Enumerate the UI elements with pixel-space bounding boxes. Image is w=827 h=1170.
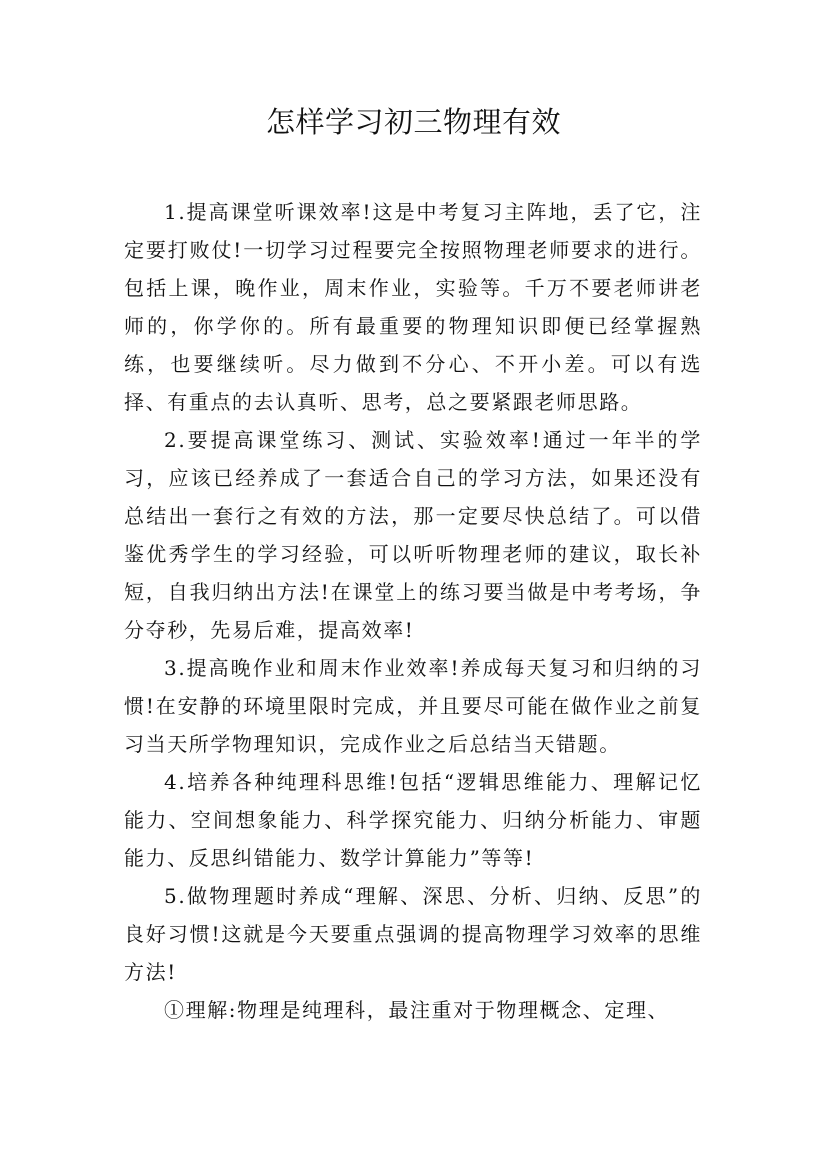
paragraph-3: 3.提高晚作业和周末作业效率!养成每天复习和归纳的习惯!在安静的环境里限时完成，并且要尽可能在做作业之前复习当天所学物理知识，完成作业之后总结当天错题。 bbox=[124, 656, 702, 756]
paragraph-1: 1.提高课堂听课效率!这是中考复习主阵地，丢了它，注定要打败仗!一切学习过程要完全按照物理老师要求的进行。包括上课，晚作业，周末作业，实验等。千万不要老师讲老师的，你学你的。所有最重要的物理知识即便已经掌握熟练，也要继续听。尽力做到不分心、不开小差。可以有选择、有重点的去认真听、思考，总之要紧跟老师思路。 bbox=[124, 200, 702, 414]
document-body bbox=[124, 193, 702, 1029]
paragraph-2: 2.要提高课堂练习、测试、实验效率!通过一年半的学习，应该已经养成了一套适合自己的学习方法，如果还没有总结出一套行之有效的方法，那一定要尽快总结了。可以借鉴优秀学生的学习经验，可以听听物理老师的建议，取长补短，自我归纳出方法!在课堂上的练习要当做是中考考场，争分夺秒，先易后难，提高效率! bbox=[124, 428, 702, 642]
paragraph-4: 4.培养各种纯理科思维!包括“逻辑思维能力、理解记忆能力、空间想象能力、科学探究能力、归纳分析能力、审题能力、反思纠错能力、数学计算能力”等等! bbox=[124, 770, 702, 870]
paragraph-5: 5.做物理题时养成“理解、深思、分析、归纳、反思”的良好习惯!这就是今天要重点强调的提高物理学习效率的思维方法! bbox=[124, 884, 702, 984]
paragraph-6: ①理解:物理是纯理科，最注重对于物理概念、定理、 bbox=[164, 998, 670, 1022]
document-title: 怎样学习初三物理有效 bbox=[265, 105, 561, 139]
